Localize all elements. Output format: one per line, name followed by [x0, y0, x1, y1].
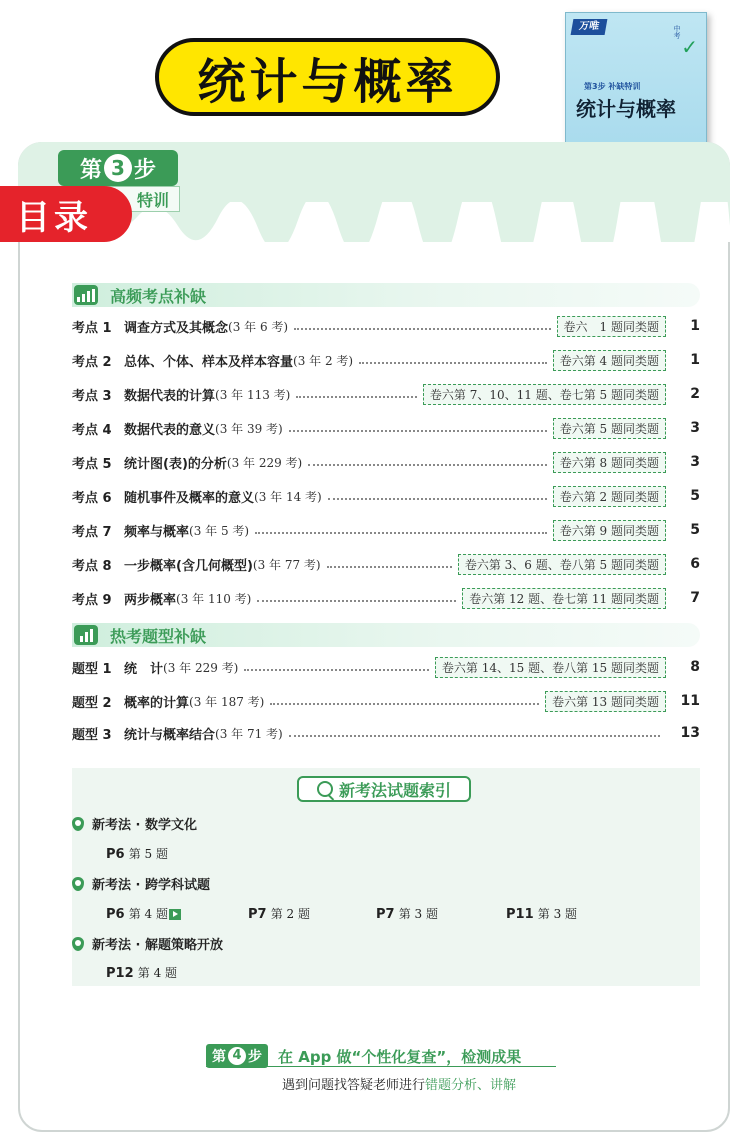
toc-row-code: 考点 8 [72, 558, 112, 574]
toc-row[interactable] [72, 484, 700, 508]
toc-row-name: 数据代表的意义 [124, 422, 216, 438]
index-category-label: 新考法 · 数学文化 [92, 818, 197, 833]
index-item[interactable] [506, 905, 577, 922]
step3-prefix: 第 [79, 157, 102, 183]
similar-question-tag: 卷六第 9 题同类题 [553, 520, 666, 541]
toc-row-page-number: 11 [680, 693, 700, 709]
magnifier-icon [317, 781, 333, 797]
toc-row-exam-count: (3 年 6 考) [228, 319, 289, 334]
page-title: 统计与概率 [155, 38, 500, 116]
toc-row[interactable] [72, 721, 700, 745]
similar-question-tag: 卷六第 7、10、11 题、卷七第 5 题同类题 [423, 384, 666, 405]
toc-row-page-number: 13 [680, 725, 700, 741]
toc-row-name: 统 计 [124, 661, 164, 677]
toc-row-page-number: 1 [690, 352, 700, 368]
toc-row-code: 考点 1 [72, 320, 112, 336]
section-title: 高频考点补缺 [110, 286, 207, 306]
toc-row[interactable] [72, 552, 700, 576]
index-item-question: 第 3 题 [537, 907, 578, 921]
index-category [72, 934, 223, 953]
toc-row-page-number: 2 [690, 386, 700, 402]
bar-chart-icon [74, 285, 98, 305]
book-vertical-tag: 中考 [673, 25, 681, 39]
toc-row-page-number: 6 [690, 556, 700, 572]
step4-badge [206, 1044, 268, 1068]
toc-row-exam-count: (3 年 14 考) [254, 489, 322, 504]
similar-question-tag: 卷六 1 题同类题 [557, 316, 666, 337]
toc-row-exam-count: (3 年 229 考) [163, 660, 239, 675]
toc-row-code: 考点 9 [72, 592, 112, 608]
video-play-icon[interactable] [169, 909, 181, 920]
check-icon: ✓ [681, 35, 698, 59]
toc-row-exam-count: (3 年 113 考) [215, 387, 291, 402]
toc-row-exam-count: (3 年 39 考) [215, 421, 283, 436]
similar-question-tag: 卷六第 12 题、卷七第 11 题同类题 [462, 588, 666, 609]
similar-question-tag: 卷六第 2 题同类题 [553, 486, 666, 507]
step4-message: 在 App 做“个性化复查”，检测成果 [278, 1047, 522, 1066]
index-item-page: P7 [248, 907, 267, 922]
step3-subtitle: 特训 [58, 186, 180, 212]
step4-subtext-highlight: 错题分析、讲解 [425, 1078, 517, 1093]
toc-row-code: 考点 3 [72, 388, 112, 404]
index-item[interactable] [248, 905, 310, 922]
toc-row[interactable] [72, 416, 700, 440]
book-brand-logo: 万唯 [571, 19, 608, 35]
section-title: 热考题型补缺 [110, 626, 207, 646]
index-item-page: P7 [376, 907, 395, 922]
step3-suffix: 步 [134, 157, 157, 183]
index-title [297, 776, 471, 802]
step4-subtext [282, 1074, 516, 1093]
similar-question-tag: 卷六第 4 题同类题 [553, 350, 666, 371]
toc-row-name: 一步概率(含几何概型) [124, 558, 253, 574]
index-category [72, 814, 197, 833]
toc-row-code: 题型 2 [72, 695, 112, 711]
similar-question-tag: 卷六第 5 题同类题 [553, 418, 666, 439]
section-hot-types-header [72, 623, 700, 647]
index-item[interactable] [376, 905, 438, 922]
step4-number: 4 [228, 1047, 246, 1065]
leader-dots [328, 492, 547, 500]
leader-dots [294, 322, 550, 330]
step4-underline [206, 1066, 556, 1067]
toc-row[interactable] [72, 382, 700, 406]
toc-row-name: 随机事件及概率的意义 [124, 490, 255, 506]
step3-badge [58, 150, 178, 186]
trend-chart-icon [74, 625, 98, 645]
similar-question-tag: 卷六第 3、6 题、卷八第 5 题同类题 [458, 554, 666, 575]
contents-label: 目录 [0, 186, 132, 242]
toc-row-name: 统计与概率结合 [124, 727, 216, 743]
toc-row[interactable] [72, 689, 700, 713]
index-item-question: 第 5 题 [128, 847, 168, 861]
index-category-label: 新考法 · 解题策略开放 [92, 938, 223, 953]
toc-row-exam-count: (3 年 71 考) [215, 726, 283, 741]
leader-dots [244, 663, 429, 671]
leader-dots [327, 560, 452, 568]
toc-row-code: 考点 2 [72, 354, 112, 370]
toc-row-exam-count: (3 年 5 考) [189, 523, 250, 538]
toc-row-code: 考点 5 [72, 456, 112, 472]
similar-question-tag: 卷六第 8 题同类题 [553, 452, 666, 473]
toc-row-code: 考点 7 [72, 524, 112, 540]
similar-question-tag: 卷六第 14、15 题、卷八第 15 题同类题 [435, 657, 666, 678]
toc-row-page-number: 5 [690, 522, 700, 538]
toc-row[interactable] [72, 655, 700, 679]
index-item[interactable] [106, 845, 168, 862]
toc-row-page-number: 8 [690, 659, 700, 675]
index-item-page: P6 [106, 847, 125, 862]
toc-row-page-number: 3 [690, 420, 700, 436]
toc-row[interactable] [72, 586, 700, 610]
toc-row-name: 总体、个体、样本及样本容量 [124, 354, 294, 370]
index-category [72, 874, 210, 893]
index-item-question: 第 4 题 [137, 966, 178, 980]
location-pin-icon [72, 877, 84, 891]
leader-dots [289, 424, 547, 432]
toc-row-name: 统计图(表)的分析 [124, 456, 227, 472]
index-item[interactable] [106, 905, 181, 922]
index-item-page: P6 [106, 907, 125, 922]
leader-dots [255, 526, 547, 534]
toc-row-code: 题型 3 [72, 727, 112, 743]
index-item-question: 第 4 题 [128, 907, 168, 921]
leader-dots [359, 356, 547, 364]
book-subtitle: 第3步 补缺特训 [584, 82, 641, 91]
index-item-page: P11 [506, 907, 534, 922]
index-category-label: 新考法 · 跨学科试题 [92, 878, 210, 893]
step4-prefix: 第 [212, 1049, 226, 1065]
index-item[interactable] [106, 964, 177, 981]
toc-row-name: 数据代表的计算 [124, 388, 216, 404]
toc-row-exam-count: (3 年 229 考) [226, 455, 303, 470]
index-item-question: 第 3 题 [398, 907, 438, 921]
toc-row-page-number: 1 [690, 318, 700, 334]
step4-suffix: 步 [248, 1049, 262, 1065]
leader-dots [289, 729, 660, 737]
toc-row-page-number: 7 [690, 590, 700, 606]
location-pin-icon [72, 937, 84, 951]
step4-subtext-plain: 遇到问题找答疑老师进行 [282, 1078, 426, 1093]
toc-row-exam-count: (3 年 77 考) [252, 557, 321, 572]
toc-row-exam-count: (3 年 2 考) [293, 353, 354, 368]
leader-dots [257, 594, 456, 602]
toc-row[interactable] [72, 450, 700, 474]
index-item-question: 第 2 题 [270, 907, 310, 921]
location-pin-icon [72, 817, 84, 831]
book-title: 统计与概率 [576, 97, 676, 121]
step4-banner [206, 1044, 521, 1068]
index-item-page: P12 [106, 966, 134, 981]
toc-row[interactable] [72, 314, 700, 338]
toc-row-name: 概率的计算 [124, 695, 190, 711]
toc-row-code: 考点 4 [72, 422, 112, 438]
leader-dots [296, 390, 417, 398]
toc-row-name: 两步概率 [124, 592, 177, 608]
toc-row-code: 题型 1 [72, 661, 112, 677]
section-high-frequency-header [72, 283, 700, 307]
similar-question-tag: 卷六第 13 题同类题 [545, 691, 666, 712]
toc-row-name: 调查方式及其概念 [124, 320, 229, 336]
toc-row-exam-count: (3 年 110 考) [176, 591, 252, 606]
toc-row-name: 频率与概率 [124, 524, 190, 540]
toc-row-exam-count: (3 年 187 考) [189, 694, 265, 709]
leader-dots [270, 697, 539, 705]
toc-row[interactable] [72, 348, 700, 372]
index-title-text: 新考法试题索引 [338, 780, 451, 800]
toc-row-code: 考点 6 [72, 490, 112, 506]
step3-number: 3 [104, 154, 132, 182]
toc-row-page-number: 5 [690, 488, 700, 504]
toc-row-page-number: 3 [690, 454, 700, 470]
toc-row[interactable] [72, 518, 700, 542]
leader-dots [308, 458, 546, 466]
